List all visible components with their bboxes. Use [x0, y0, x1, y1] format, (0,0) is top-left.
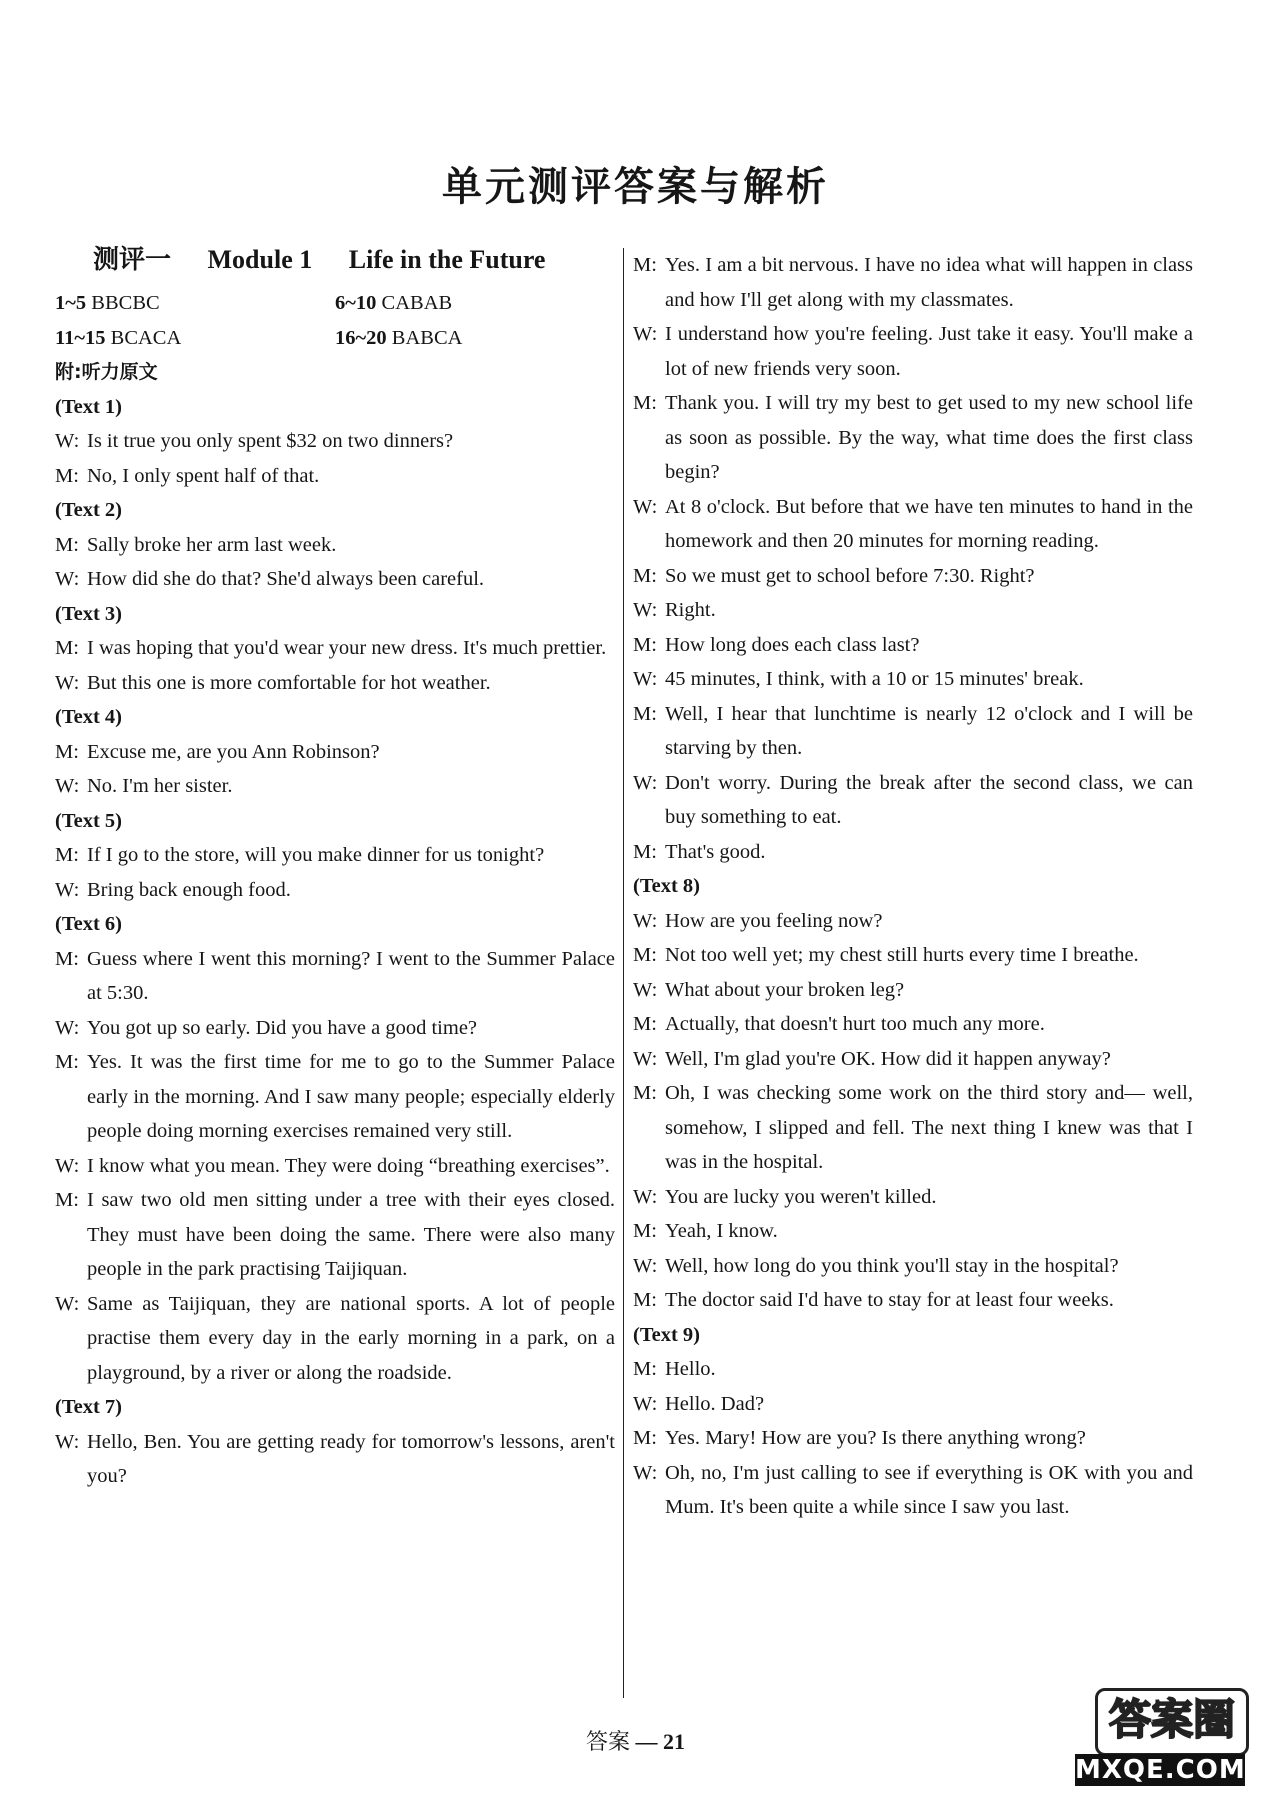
speaker: W:	[633, 978, 658, 1001]
speaker: W:	[633, 1461, 658, 1484]
dialogue-text: Yes. I am a bit nervous. I have no idea what will happen in class and how I'll get along with my classmates.	[665, 254, 1193, 311]
dialogue-line	[55, 1287, 615, 1391]
speaker: W:	[633, 668, 658, 690]
dialogue-text: Hello, Ben. You are getting ready for tomorrow's lessons, aren't you?	[87, 1430, 615, 1487]
dialogue-text: Actually, that doesn't hurt too much any more.	[665, 1013, 1045, 1035]
right-column	[633, 248, 1193, 1525]
dialogue-line	[55, 1425, 615, 1494]
dialogue-line	[633, 1214, 1193, 1249]
dialogue-line	[633, 938, 1193, 973]
speaker: M:	[55, 947, 79, 970]
dialogue-text: Don't worry. During the break after the second class, we can buy something to eat.	[665, 771, 1193, 828]
answer-group: 1~5 BBCBC	[55, 292, 160, 314]
dialogue-text: I was hoping that you'd wear your new dress. It's much prettier.	[87, 637, 607, 659]
speaker: M:	[633, 1220, 657, 1242]
speaker: W:	[633, 771, 658, 794]
dialogue-text: But this one is more comfortable for hot weather.	[87, 671, 491, 694]
speaker: W:	[55, 1430, 80, 1453]
dialogue-line	[633, 317, 1193, 386]
dialogue-line	[55, 942, 615, 1011]
dialogue-text: Hello.	[665, 1358, 716, 1380]
dialogue-text: You are lucky you weren't killed.	[665, 1185, 937, 1208]
text-label: (Text 9)	[633, 1323, 700, 1346]
speaker: M:	[55, 1051, 79, 1073]
dialogue-text: Yeah, I know.	[665, 1220, 778, 1242]
speaker: M:	[633, 944, 657, 966]
text-label: (Text 5)	[55, 809, 122, 832]
speaker: M:	[55, 1189, 79, 1211]
dialogue-line	[633, 697, 1193, 766]
answer-key	[55, 286, 615, 355]
dialogue-line	[633, 1352, 1193, 1387]
speaker: W:	[55, 430, 80, 452]
module-label: 测评一	[93, 245, 172, 274]
dialogue-line	[633, 835, 1193, 870]
dialogue-line	[55, 1149, 615, 1184]
appendix-label: 附:听力原文	[55, 361, 158, 383]
speaker: W:	[55, 775, 80, 797]
speaker: M:	[55, 637, 79, 659]
dialogue-text: How are you feeling now?	[665, 909, 883, 932]
dialogue-text: Guess where I went this morning? I went to the Summer Palace at 5:30.	[87, 947, 615, 1004]
dialogue-line	[55, 459, 615, 494]
dialogue-line	[633, 1456, 1193, 1525]
dialogue-line	[55, 631, 615, 666]
dialogue-text: What about your broken leg?	[665, 978, 905, 1001]
module-name: Module 1	[207, 245, 313, 274]
dialogue-line	[633, 1421, 1193, 1456]
dialogue-line	[55, 666, 615, 701]
dialogue-line	[633, 1283, 1193, 1318]
speaker: M:	[633, 840, 657, 863]
dialogue-line	[55, 1011, 615, 1046]
speaker: M:	[633, 1082, 657, 1104]
dialogue-text: Sally broke her arm last week.	[87, 533, 337, 556]
dialogue-line	[55, 1045, 615, 1149]
speaker: M:	[633, 702, 657, 725]
dialogue-text: No. I'm her sister.	[87, 775, 233, 797]
speaker: M:	[633, 1358, 657, 1380]
dialogue-text: Thank you. I will try my best to get used to my new school life as soon as possible. By the way, what time does the first class begin?	[665, 392, 1193, 483]
speaker: W:	[55, 878, 80, 901]
footer-label: 答案	[585, 1730, 630, 1755]
dialogue-text: Bring back enough food.	[87, 878, 291, 901]
dialogue-line	[633, 904, 1193, 939]
speaker: W:	[633, 1254, 658, 1277]
speaker: M:	[633, 254, 657, 276]
dialogue-text: How did she do that? She'd always been careful.	[87, 568, 485, 590]
text-label: (Text 3)	[55, 602, 122, 625]
speaker: W:	[633, 909, 658, 932]
dialogue-line	[633, 490, 1193, 559]
dialogue-line	[633, 1042, 1193, 1077]
dialogue-text: I know what you mean. They were doing “breathing exercises”.	[87, 1154, 610, 1177]
footer-separator: —	[635, 1729, 658, 1754]
dialogue-line	[633, 248, 1193, 317]
speaker: M:	[55, 464, 79, 487]
speaker: W:	[55, 1292, 80, 1315]
text-label: (Text 7)	[55, 1396, 122, 1418]
dialogue-text: Excuse me, are you Ann Robinson?	[87, 740, 380, 763]
column-divider	[623, 248, 624, 1698]
speaker: M:	[633, 1013, 657, 1035]
answer-group: 16~20 BABCA	[335, 326, 463, 349]
speaker: W:	[55, 1016, 80, 1039]
dialogue-line	[633, 1180, 1193, 1215]
speaker: M:	[633, 1427, 657, 1449]
dialogue-text: I understand how you're feeling. Just take it easy. You'll make a lot of new friends very soon.	[665, 323, 1193, 380]
speaker: W:	[55, 1154, 80, 1177]
text-label: (Text 8)	[633, 875, 700, 897]
dialogue-text: I saw two old men sitting under a tree with their eyes closed. They must have been doing the same. There were also many people in the park practising Taijiquan.	[87, 1189, 615, 1280]
dialogue-line	[55, 424, 615, 459]
dialogue-line	[633, 386, 1193, 490]
dialogue-text: So we must get to school before 7:30. Right?	[665, 564, 1035, 587]
dialogue-text: That's good.	[665, 840, 766, 863]
dialogue-line	[633, 1387, 1193, 1422]
dialogue-text: Same as Taijiquan, they are national sports. A lot of people practise them every day in the early morning in a park, on a playground, by a river or along the roadside.	[87, 1292, 615, 1384]
dialogue-line	[633, 1007, 1193, 1042]
answer-group: 6~10 CABAB	[335, 292, 453, 314]
dialogue-line	[55, 562, 615, 597]
dialogue-text: Yes. Mary! How are you? Is there anything wrong?	[665, 1427, 1086, 1449]
dialogue-line	[55, 769, 615, 804]
speaker: W:	[633, 495, 658, 518]
dialogue-text: Is it true you only spent $32 on two dinners?	[87, 430, 454, 452]
dialogue-text: The doctor said I'd have to stay for at least four weeks.	[665, 1289, 1114, 1311]
speaker: M:	[633, 392, 657, 414]
speaker: M:	[55, 740, 79, 763]
dialogue-text: No, I only spent half of that.	[87, 464, 320, 487]
dialogue-line	[633, 559, 1193, 594]
dialogue-line	[633, 973, 1193, 1008]
dialogue-line	[55, 1183, 615, 1287]
watermark-url: MXQE.COM	[1075, 1755, 1246, 1785]
right-transcript	[633, 248, 1193, 1525]
dialogue-line	[633, 1076, 1193, 1180]
text-label: (Text 4)	[55, 706, 122, 728]
dialogue-text: 45 minutes, I think, with a 10 or 15 minutes' break.	[665, 668, 1084, 690]
speaker: W:	[633, 1392, 658, 1415]
dialogue-text: At 8 o'clock. But before that we have ten minutes to hand in the homework and then 20 minutes for morning reading.	[665, 495, 1193, 552]
answer-group: 11~15 BCACA	[55, 326, 182, 349]
dialogue-text: Hello. Dad?	[665, 1392, 765, 1415]
dialogue-text: Well, I'm glad you're OK. How did it happen anyway?	[665, 1047, 1111, 1070]
dialogue-line	[633, 662, 1193, 697]
text-label: (Text 1)	[55, 395, 122, 418]
watermark-logo	[1075, 1688, 1245, 1788]
left-transcript	[55, 390, 615, 1494]
dialogue-text: You got up so early. Did you have a good time?	[87, 1016, 478, 1039]
speaker: W:	[55, 568, 80, 590]
dialogue-text: Well, how long do you think you'll stay in the hospital?	[665, 1254, 1119, 1277]
dialogue-text: If I go to the store, will you make dinner for us tonight?	[87, 844, 545, 866]
text-label: (Text 2)	[55, 499, 122, 521]
dialogue-line	[55, 735, 615, 770]
page-title: 单元测评答案与解析	[442, 164, 829, 210]
dialogue-line	[633, 593, 1193, 628]
speaker: M:	[633, 1289, 657, 1311]
module-subtitle: Life in the Future	[348, 245, 546, 274]
speaker: M:	[633, 633, 657, 656]
speaker: M:	[633, 564, 657, 587]
speaker: W:	[633, 1185, 658, 1208]
speaker: W:	[633, 323, 658, 345]
speaker: W:	[633, 599, 658, 621]
text-label: (Text 6)	[55, 913, 122, 935]
speaker: M:	[55, 533, 79, 556]
speaker: M:	[55, 844, 79, 866]
dialogue-text: How long does each class last?	[665, 633, 920, 656]
dialogue-line	[633, 628, 1193, 663]
dialogue-text: Well, I hear that lunchtime is nearly 12 o'clock and I will be starving by then.	[665, 702, 1193, 759]
dialogue-text: Right.	[665, 599, 716, 621]
dialogue-text: Not too well yet; my chest still hurts every time I breathe.	[665, 944, 1139, 966]
watermark-top: 答案圈	[1095, 1688, 1249, 1756]
dialogue-line	[55, 873, 615, 908]
speaker: W:	[55, 671, 80, 694]
dialogue-line	[633, 1249, 1193, 1284]
speaker: W:	[633, 1047, 658, 1070]
left-column	[55, 245, 615, 1494]
module-heading	[93, 242, 615, 278]
dialogue-line	[55, 838, 615, 873]
dialogue-line	[55, 528, 615, 563]
dialogue-text: Oh, no, I'm just calling to see if everything is OK with you and Mum. It's been quite a while since I saw you last.	[665, 1461, 1193, 1518]
page-number: 21	[663, 1729, 685, 1754]
dialogue-line	[633, 766, 1193, 835]
dialogue-text: Oh, I was checking some work on the third story and— well, somehow, I slipped and fell. The next thing I knew was that I was in the hospital.	[665, 1082, 1193, 1173]
dialogue-text: Yes. It was the first time for me to go to the Summer Palace early in the morning. And I saw many people; especially elderly people doing morning exercises remained very still.	[87, 1051, 615, 1142]
